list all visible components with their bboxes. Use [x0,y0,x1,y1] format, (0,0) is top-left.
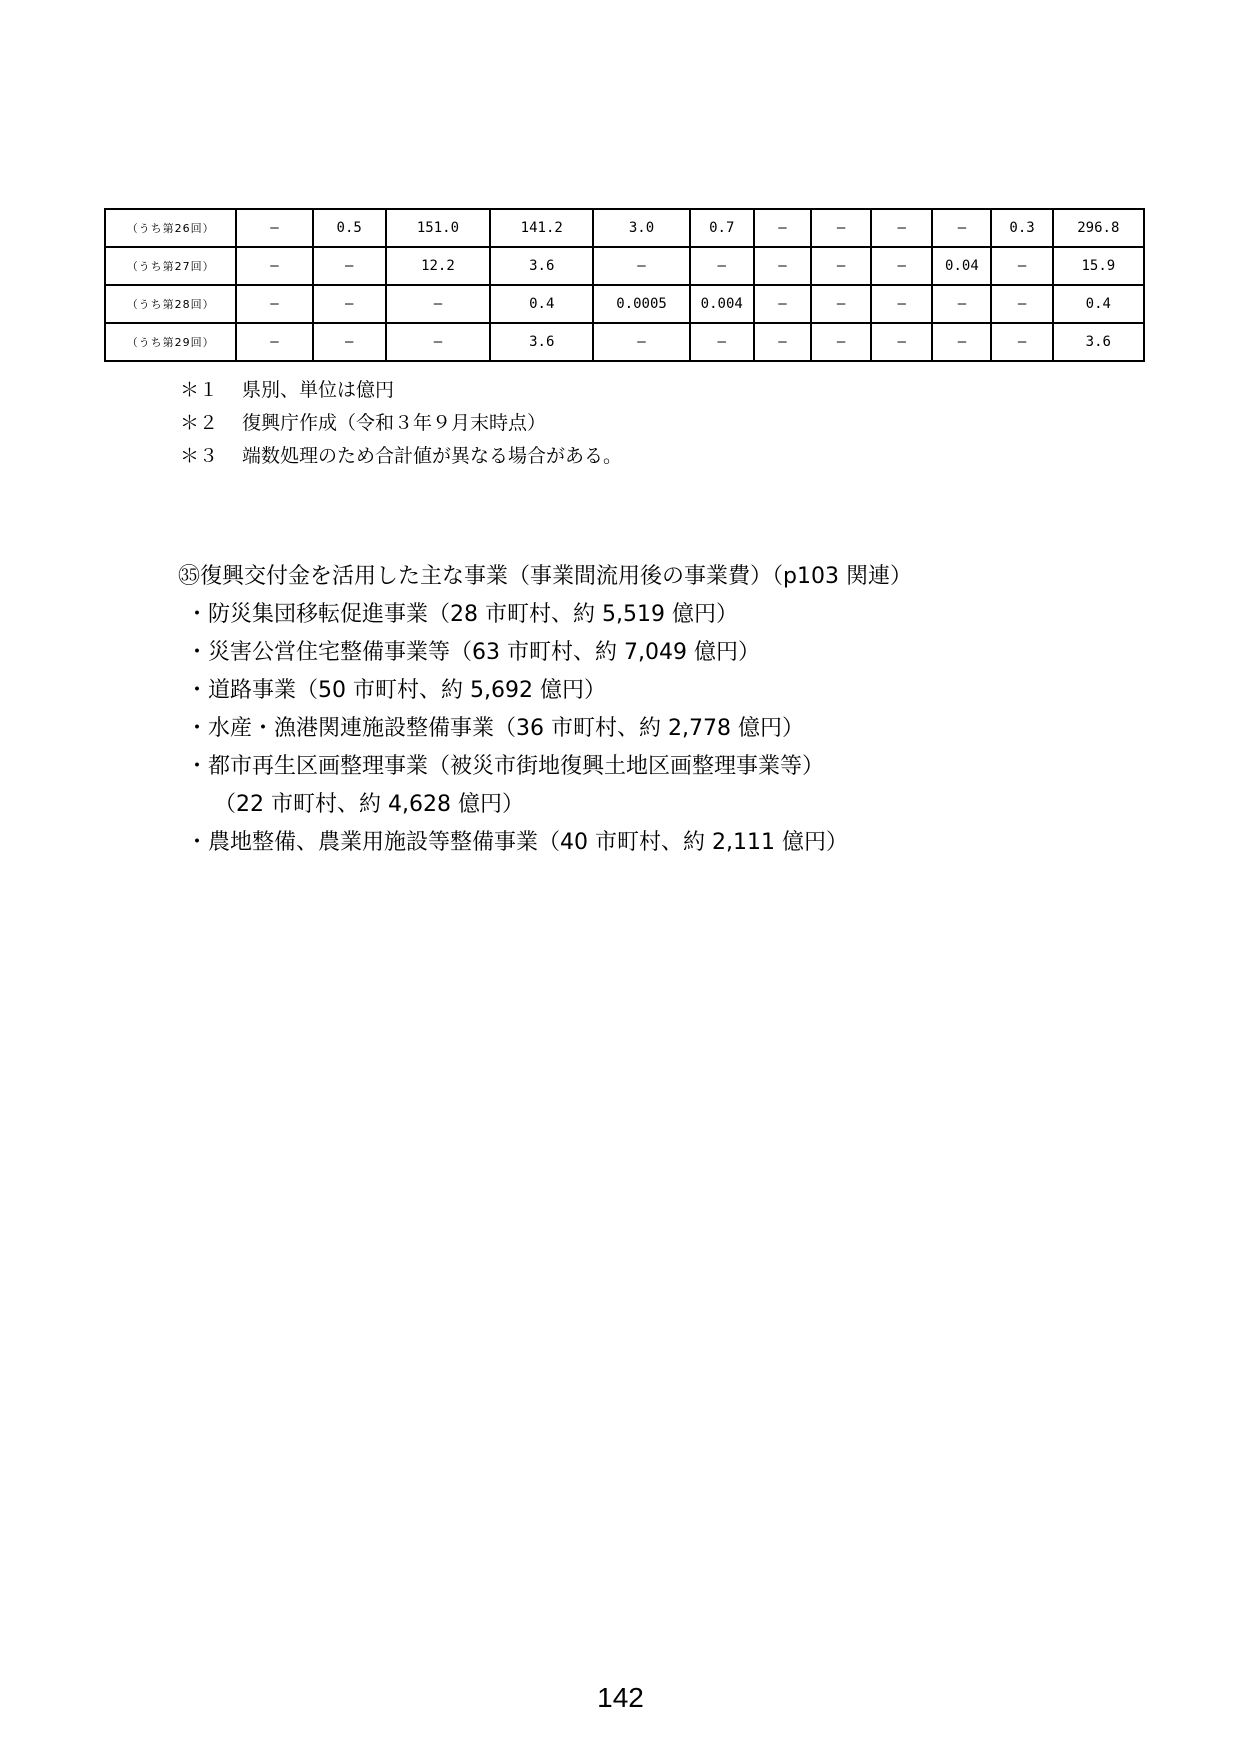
table-cell: ― [236,285,312,323]
table-cell: ― [754,247,811,285]
table-cell: ― [932,285,991,323]
footnote-mark: ＊１ [180,379,219,401]
table-cell: 12.2 [386,247,490,285]
table-cell: ― [236,209,312,247]
section-title: ㉟復興交付金を活用した主な事業（事業間流用後の事業費）（p103 関連） [178,564,912,589]
table-cell: ― [313,247,386,285]
footnote [180,374,622,407]
table-cell: ― [991,285,1052,323]
table-cell: ― [932,209,991,247]
table-cell: ― [754,209,811,247]
table-cell: 0.3 [991,209,1052,247]
footnote-text: 県別、単位は億円 [242,379,395,401]
table-cell: 3.6 [1053,323,1144,361]
table-row [105,247,1144,285]
table-cell: ― [871,209,932,247]
table-cell: 3.0 [593,209,689,247]
table-cell: ― [593,247,689,285]
table-cell: ― [811,247,871,285]
table-cell: ― [811,285,871,323]
table-row [105,285,1144,323]
table-cell: ― [754,323,811,361]
table-cell: ― [871,247,932,285]
list-item: ・道路事業（50 市町村、約 5,692 億円） [186,678,606,703]
table-cell: ― [593,323,689,361]
table-cell: ― [690,323,754,361]
list-item: ・都市再生区画整理事業（被災市街地復興土地区画整理事業等） [186,754,825,779]
table-cell: ― [871,285,932,323]
table-cell: ― [386,285,490,323]
table-cell: 0.004 [690,285,754,323]
page-number: 142 [597,1682,644,1713]
table-cell: ― [991,247,1052,285]
footnote-text: 端数処理のため合計値が異なる場合がある。 [242,445,623,467]
row-label: （うち第27回） [105,247,236,285]
row-label: （うち第28回） [105,285,236,323]
table-row [105,209,1144,247]
main-projects-section [178,558,912,862]
list-item-continuation: （22 市町村、約 4,628 億円） [214,792,524,817]
table-cell: ― [754,285,811,323]
table-cell: 3.6 [490,247,593,285]
table-cell: 296.8 [1053,209,1144,247]
list-item: ・防災集団移転促進事業（28 市町村、約 5,519 億円） [186,602,738,627]
list-item: ・災害公営住宅整備事業等（63 市町村、約 7,049 億円） [186,640,760,665]
footnote [180,440,622,473]
footnotes [180,374,622,473]
table-cell: ― [871,323,932,361]
table-cell: 141.2 [490,209,593,247]
table-cell: ― [991,323,1052,361]
footnote [180,407,622,440]
table-row [105,323,1144,361]
table-cell: 0.4 [1053,285,1144,323]
funding-table [104,208,1145,362]
table-cell: 0.4 [490,285,593,323]
table-cell: ― [386,323,490,361]
table-cell: 0.7 [690,209,754,247]
table-cell: ― [811,209,871,247]
table-cell: 151.0 [386,209,490,247]
table-cell: ― [690,247,754,285]
table-cell: ― [932,323,991,361]
list-item: ・農地整備、農業用施設等整備事業（40 市町村、約 2,111 億円） [186,830,848,855]
table-cell: 0.04 [932,247,991,285]
table-cell: 0.0005 [593,285,689,323]
footnote-mark: ＊３ [180,445,219,467]
table-cell: 15.9 [1053,247,1144,285]
table-cell: ― [313,323,386,361]
row-label: （うち第29回） [105,323,236,361]
footnote-mark: ＊２ [180,412,219,434]
table-cell: ― [313,285,386,323]
table-cell: ― [811,323,871,361]
footnote-text: 復興庁作成（令和３年９月末時点） [242,412,547,434]
list-item: ・水産・漁港関連施設整備事業（36 市町村、約 2,778 億円） [186,716,804,741]
table-cell: ― [236,323,312,361]
table-cell: ― [236,247,312,285]
table-cell: 0.5 [313,209,386,247]
row-label: （うち第26回） [105,209,236,247]
table-cell: 3.6 [490,323,593,361]
